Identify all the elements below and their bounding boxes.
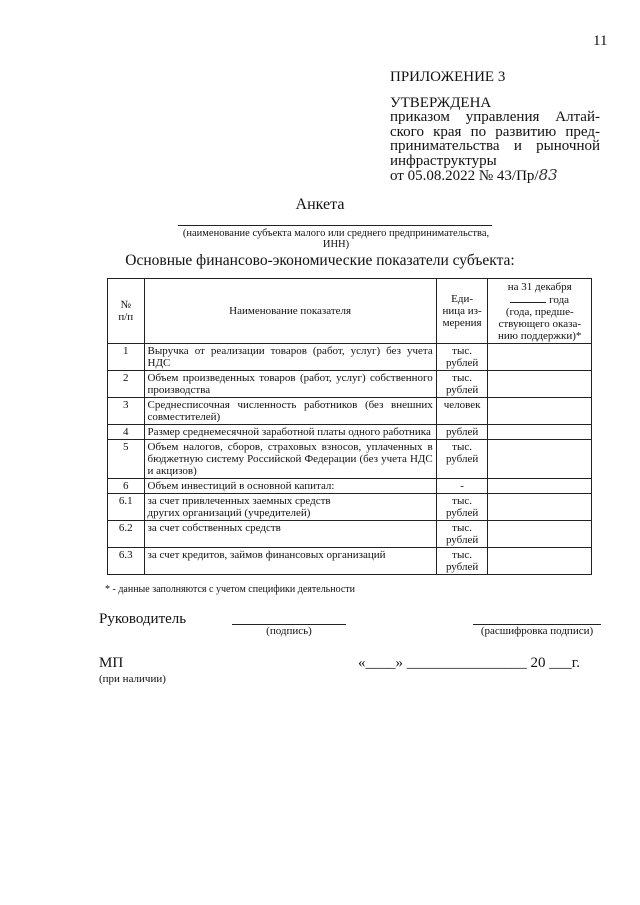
row-num: 6.1 bbox=[108, 494, 145, 521]
year-blank bbox=[510, 293, 546, 303]
indicators-table bbox=[107, 278, 592, 575]
footnote: * - данные заполняются с учетом специфики деятельности bbox=[105, 584, 356, 595]
row-name: за счет кредитов, займов финансовых организаций bbox=[144, 548, 436, 575]
row-unit: тыс. рублей bbox=[436, 548, 488, 575]
appendix-block bbox=[390, 70, 600, 184]
appendix-line: ского края по развитию пред- bbox=[390, 123, 600, 140]
row-num: 6.2 bbox=[108, 521, 145, 548]
table-row bbox=[108, 440, 592, 479]
row-unit: тыс. рублей bbox=[436, 521, 488, 548]
row-value[interactable] bbox=[488, 440, 592, 479]
stamp-label: МП bbox=[99, 655, 124, 671]
row-name: за счет привлеченных заемных средств других организаций (учредителей) bbox=[144, 494, 436, 521]
stamp-caption: (при наличии) bbox=[99, 673, 166, 685]
row-num: 1 bbox=[108, 344, 145, 371]
row-num: 5 bbox=[108, 440, 145, 479]
table-row bbox=[108, 344, 592, 371]
row-value[interactable] bbox=[488, 425, 592, 440]
row-num: 6 bbox=[108, 479, 145, 494]
table-row bbox=[108, 398, 592, 425]
row-unit: человек bbox=[436, 398, 488, 425]
order-prefix: от 05.08.2022 № 43/Пр/ bbox=[390, 168, 539, 184]
row-value[interactable] bbox=[488, 398, 592, 425]
row-num: 3 bbox=[108, 398, 145, 425]
table-row bbox=[108, 479, 592, 494]
section-title: Основные финансово-экономические показатели субъекта: bbox=[125, 252, 515, 269]
header-name: Наименование показателя bbox=[144, 279, 436, 344]
row-value[interactable] bbox=[488, 479, 592, 494]
row-name: Объем произведенных товаров (работ, услуг) собственного производства bbox=[144, 371, 436, 398]
row-num: 6.3 bbox=[108, 548, 145, 575]
header-num: № п/п bbox=[108, 279, 145, 344]
row-num: 4 bbox=[108, 425, 145, 440]
appendix-line: приказом управления Алтай- bbox=[390, 109, 600, 125]
signature-caption: (подпись) bbox=[266, 625, 312, 637]
row-value[interactable] bbox=[488, 344, 592, 371]
row-name: Размер среднемесячной заработной платы одного работника bbox=[144, 425, 436, 440]
row-value[interactable] bbox=[488, 371, 592, 398]
table-row bbox=[108, 548, 592, 575]
row-name: за счет собственных средств bbox=[144, 521, 436, 548]
row-unit: рублей bbox=[436, 425, 488, 440]
row-name: Выручка от реализации товаров (работ, услуг) без учета НДС bbox=[144, 344, 436, 371]
table-header-row bbox=[108, 279, 592, 344]
appendix-title: ПРИЛОЖЕНИЕ 3 bbox=[390, 69, 506, 85]
header-value bbox=[488, 279, 592, 344]
table-row bbox=[108, 425, 592, 440]
table-row bbox=[108, 521, 592, 548]
row-name: Объем налогов, сборов, страховых взносов, уплаченных в бюджетную систему Российской Федерации (без учета НДС и акцизов) bbox=[144, 440, 436, 479]
date-line[interactable]: «____» ________________ 20 ___г. bbox=[358, 655, 580, 671]
order-handwritten-number: 83 bbox=[538, 166, 558, 184]
head-label: Руководитель bbox=[99, 611, 187, 627]
header-unit: Еди- ница из- мерения bbox=[436, 279, 488, 344]
row-name: Объем инвестиций в основной капитал: bbox=[144, 479, 436, 494]
row-unit: тыс. рублей bbox=[436, 344, 488, 371]
subject-caption: (наименование субъекта малого или среднего предпринимательства, ИНН) bbox=[182, 228, 490, 250]
header-value-line1: на 31 декабря bbox=[507, 280, 572, 293]
subject-fill-line bbox=[178, 225, 492, 226]
row-num: 2 bbox=[108, 371, 145, 398]
row-value[interactable] bbox=[488, 548, 592, 575]
table-row bbox=[108, 494, 592, 521]
form-title: Анкета bbox=[295, 196, 345, 213]
row-unit: тыс. рублей bbox=[436, 440, 488, 479]
appendix-line: инфраструктуры bbox=[390, 152, 497, 169]
appendix-line: принимательства и рыночной bbox=[390, 138, 600, 154]
row-unit: - bbox=[436, 479, 488, 494]
row-unit: тыс. рублей bbox=[436, 494, 488, 521]
row-value[interactable] bbox=[488, 521, 592, 548]
row-value[interactable] bbox=[488, 494, 592, 521]
name-decode-caption: (расшифровка подписи) bbox=[480, 625, 594, 637]
row-unit: тыс. рублей bbox=[436, 371, 488, 398]
page-number: 11 bbox=[593, 33, 608, 49]
approved-label: УТВЕРЖДЕНА bbox=[390, 94, 492, 111]
row-name: Среднесписочная численность работников (без внешних совместителей) bbox=[144, 398, 436, 425]
order-reference bbox=[390, 168, 600, 184]
table-row bbox=[108, 371, 592, 398]
header-value-line2: года bbox=[491, 293, 588, 306]
header-value-line3: (года, предше- ствующего оказа- нию поддержки)* bbox=[498, 305, 582, 342]
